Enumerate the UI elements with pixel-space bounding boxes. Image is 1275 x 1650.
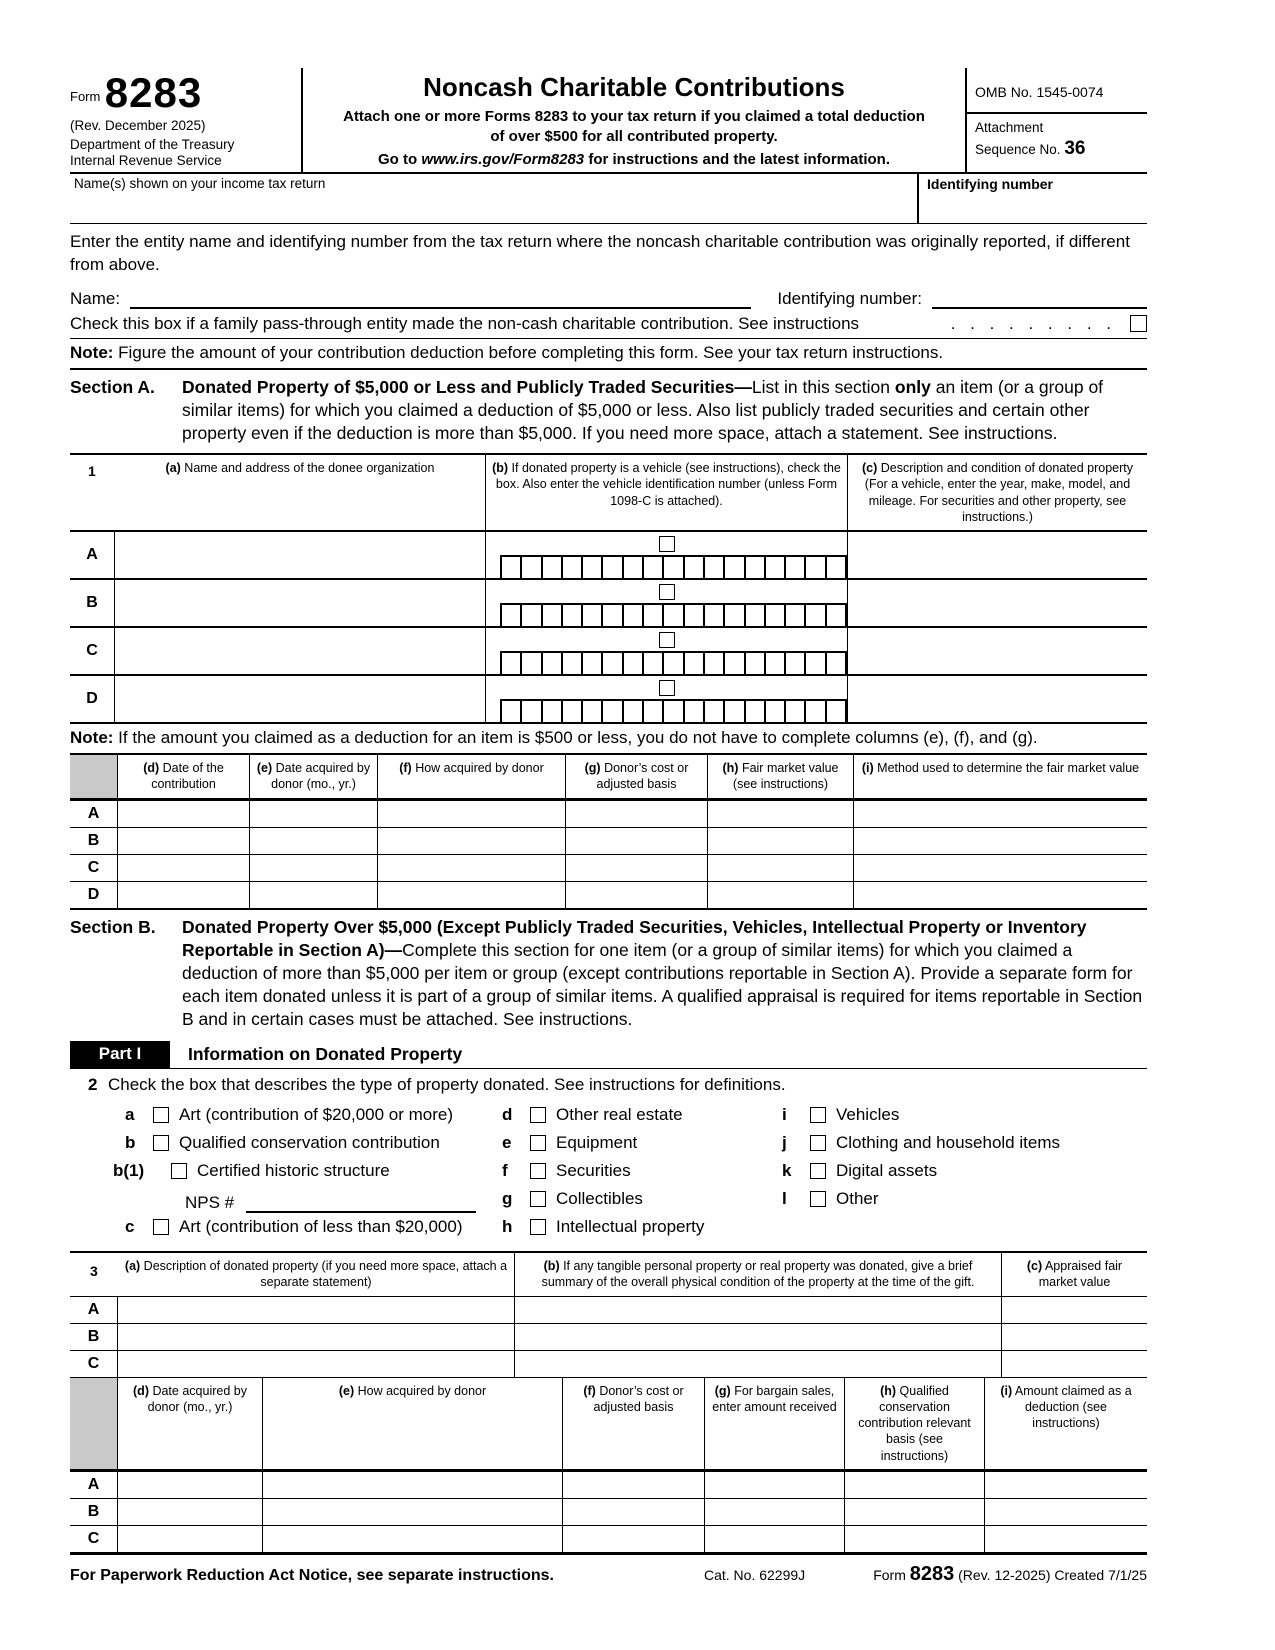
vin-char-box[interactable] <box>705 605 725 626</box>
description-condition-cell[interactable] <box>848 628 1147 674</box>
table-row <box>70 1351 1147 1378</box>
vin-strip <box>500 603 847 626</box>
vin-char-box[interactable] <box>806 557 826 578</box>
date-acquired-cell[interactable] <box>118 1472 263 1498</box>
date-of-contribution-cell[interactable] <box>118 882 250 908</box>
row-letter: C <box>70 855 118 881</box>
property-type-checkbox-d[interactable] <box>530 1107 546 1123</box>
vin-char-box[interactable] <box>583 653 603 674</box>
section-b-heading: Section B. Donated Property Over $5,000 (Except Publicly Traded Securities, Vehicles, Intellectual Property or Inventory Reportable in Section A)—Complete this section for one item (or a group of similar items) for which you claimed a deduction of more than $5,000 per item or group (except contributions reportable in Section A). Provide a separate form for each item donated unless it is part of a group of similar items. A qualified appraisal is required for items reportable in Section B and in certain cases must be attached. See instructions. <box>70 910 1147 1039</box>
col-f-header: (f) Donor’s cost or adjusted basis <box>563 1378 705 1469</box>
description-cell[interactable] <box>118 1324 515 1350</box>
vin-char-box[interactable] <box>583 701 603 722</box>
appraised-fmv-cell[interactable] <box>1002 1297 1147 1323</box>
vin-char-box[interactable] <box>603 653 623 674</box>
table-row <box>70 800 1147 827</box>
vin-char-box[interactable] <box>806 653 826 674</box>
vin-char-box[interactable] <box>827 605 845 626</box>
how-acquired-cell[interactable] <box>263 1472 563 1498</box>
vin-char-box[interactable] <box>563 653 583 674</box>
part-1-table-3 <box>70 1251 1147 1378</box>
property-type-checkbox-a[interactable] <box>153 1107 169 1123</box>
property-type-checkbox-h[interactable] <box>530 1219 546 1235</box>
appraised-fmv-cell[interactable] <box>1002 1351 1147 1377</box>
line-1-number: 1 <box>88 463 96 480</box>
vehicle-checkbox[interactable] <box>659 536 675 552</box>
property-type-checkbox-e[interactable] <box>530 1135 546 1151</box>
property-type-checkbox-b[interactable] <box>153 1135 169 1151</box>
family-passthrough-checkbox[interactable] <box>1130 315 1147 332</box>
property-type-checkbox-k[interactable] <box>810 1163 826 1179</box>
property-type-item-f: f Securities <box>502 1161 631 1181</box>
vin-char-box[interactable] <box>624 605 644 626</box>
vin-char-box[interactable] <box>502 557 522 578</box>
donor-cost-cell[interactable] <box>563 1526 705 1552</box>
vin-char-box[interactable] <box>543 557 563 578</box>
nps-number-input[interactable] <box>246 1193 476 1213</box>
vin-char-box[interactable] <box>705 701 725 722</box>
condition-summary-cell[interactable] <box>515 1297 1002 1323</box>
nps-number-line: NPS # <box>125 1185 502 1213</box>
table-row <box>70 1297 1147 1324</box>
table-row <box>70 1324 1147 1351</box>
identifying-number-field[interactable]: Identifying number <box>917 174 1147 223</box>
fmv-method-cell[interactable] <box>854 855 1147 881</box>
col-c-header: (c) Appraised fair market value <box>1026 1259 1123 1290</box>
vin-char-box[interactable] <box>603 701 623 722</box>
donor-cost-cell[interactable] <box>566 855 708 881</box>
vin-char-box[interactable] <box>786 701 806 722</box>
conservation-basis-cell[interactable] <box>845 1526 985 1552</box>
bargain-sale-amount-cell[interactable] <box>705 1499 845 1525</box>
columns-efg-note: Note: If the amount you claimed as a deduction for an item is $500 or less, you do not have to complete columns (e), (f), and (g). <box>70 722 1147 753</box>
property-type-col-2 <box>502 1101 782 1241</box>
vin-char-box[interactable] <box>603 557 623 578</box>
col-b-header: (b) If donated property is a vehicle (see instructions), check the box. Also enter the vehicle identification number (unless Form 1098-C is attached). <box>486 455 848 530</box>
property-type-item-k: k Digital assets <box>782 1161 938 1181</box>
section-a-label: Section A. <box>70 376 155 397</box>
part-1-title: Information on Donated Property <box>188 1044 463 1065</box>
property-type-item-c: c Art (contribution of less than $20,000) <box>125 1217 463 1237</box>
vin-strip <box>500 651 847 674</box>
vin-char-box[interactable] <box>502 653 522 674</box>
department-lines: Department of the Treasury Internal Revenue Service <box>70 137 235 168</box>
property-type-item-g: g Collectibles <box>502 1189 643 1209</box>
vin-char-box[interactable] <box>522 557 542 578</box>
vin-char-box[interactable] <box>827 557 845 578</box>
part-1-table-4 <box>70 1378 1147 1555</box>
vin-char-box[interactable] <box>522 653 542 674</box>
form-header-right <box>965 68 1147 172</box>
condition-summary-cell[interactable] <box>515 1351 1002 1377</box>
col-h-header: (h) Qualified conservation contribution relevant basis (see instructions) <box>845 1378 985 1469</box>
vin-char-box[interactable] <box>685 701 705 722</box>
entity-instruction: Enter the entity name and identifying number from the tax return where the noncash charitable contribution was originally reported, if different from above. <box>70 232 1130 274</box>
col-c-header: (c) Description and condition of donated property (For a vehicle, enter the year, make, model, and mileage. For securities and other property, see instructions.) <box>861 461 1133 524</box>
property-type-col-3 <box>782 1101 1147 1241</box>
vin-char-box[interactable] <box>685 605 705 626</box>
vin-char-box[interactable] <box>644 701 664 722</box>
vin-char-box[interactable] <box>705 557 725 578</box>
attachment-sequence: Attachment Sequence No. 36 <box>975 120 1086 159</box>
fmv-method-cell[interactable] <box>854 828 1147 854</box>
col-d-header: (d) Date of the contribution <box>118 755 250 798</box>
how-acquired-cell[interactable] <box>378 828 566 854</box>
vehicle-checkbox[interactable] <box>659 680 675 696</box>
vin-char-box[interactable] <box>766 557 786 578</box>
description-condition-cell[interactable] <box>848 676 1147 722</box>
letter-column-header <box>70 755 118 798</box>
table-row <box>70 827 1147 854</box>
catalog-number: Cat. No. 62299J <box>703 1566 806 1583</box>
table-row <box>70 578 1147 626</box>
row-letter: A <box>70 1297 118 1323</box>
date-acquired-cell[interactable] <box>250 882 378 908</box>
donee-name-address-cell[interactable] <box>115 628 486 674</box>
form-word: Form <box>70 89 101 104</box>
donor-cost-cell[interactable] <box>563 1499 705 1525</box>
vin-char-box[interactable] <box>746 557 766 578</box>
vin-char-box[interactable] <box>664 701 684 722</box>
donor-cost-cell[interactable] <box>566 801 708 827</box>
property-type-item-j: j Clothing and household items <box>782 1133 1060 1153</box>
vin-char-box[interactable] <box>624 701 644 722</box>
form-footer <box>70 1555 1147 1586</box>
table-row <box>70 530 1147 578</box>
date-acquired-cell[interactable] <box>250 855 378 881</box>
vin-char-box[interactable] <box>766 701 786 722</box>
property-type-grid <box>70 1099 1147 1247</box>
conservation-basis-cell[interactable] <box>845 1472 985 1498</box>
property-type-item-i: i Vehicles <box>782 1105 900 1125</box>
fair-market-value-cell[interactable] <box>708 828 854 854</box>
vin-char-box[interactable] <box>543 701 563 722</box>
section-a-heading: Section A. Donated Property of $5,000 or Less and Publicly Traded Securities—List in this section only an item (or a group of similar items) for which you claimed a deduction of $5,000 or less. Also list publicly traded securities and certain other property even if the deduction is more than $5,000. If you need more space, attach a statement. See instructions. <box>70 370 1147 453</box>
entity-name-line <box>70 287 1147 309</box>
vin-char-box[interactable] <box>766 653 786 674</box>
entity-name-label: Name: <box>70 288 121 308</box>
col-f-header: (f) How acquired by donor <box>378 755 566 798</box>
col-g-header: (g) Donor’s cost or adjusted basis <box>566 755 708 798</box>
entity-name-input[interactable] <box>130 287 751 309</box>
footer-form-number: 8283 <box>909 1562 955 1585</box>
part-1-bar <box>70 1041 1147 1069</box>
property-type-item-d: d Other real estate <box>502 1105 683 1125</box>
vin-char-box[interactable] <box>786 557 806 578</box>
paperwork-notice: For Paperwork Reduction Act Notice, see separate instructions. <box>70 1566 554 1584</box>
property-type-checkbox-j[interactable] <box>810 1135 826 1151</box>
section-a-table-1 <box>70 453 1147 722</box>
row-letter: C <box>70 1526 118 1552</box>
vin-char-box[interactable] <box>644 653 664 674</box>
fmv-method-cell[interactable] <box>854 801 1147 827</box>
description-condition-cell[interactable] <box>848 580 1147 626</box>
fair-market-value-cell[interactable] <box>708 801 854 827</box>
description-cell[interactable] <box>118 1297 515 1323</box>
how-acquired-cell[interactable] <box>263 1526 563 1552</box>
form-revision: (Rev. December 2025) <box>70 118 206 133</box>
col-h-header: (h) Fair market value (see instructions) <box>708 755 854 798</box>
vin-char-box[interactable] <box>725 557 745 578</box>
table-row <box>70 626 1147 674</box>
property-type-checkbox-g[interactable] <box>530 1191 546 1207</box>
vehicle-cell <box>486 628 848 674</box>
amount-claimed-cell[interactable] <box>985 1472 1147 1498</box>
date-of-contribution-cell[interactable] <box>118 801 250 827</box>
description-cell[interactable] <box>118 1351 515 1377</box>
description-condition-cell[interactable] <box>848 532 1147 578</box>
form-header <box>70 68 1147 174</box>
vin-char-box[interactable] <box>746 653 766 674</box>
amount-claimed-cell[interactable] <box>985 1526 1147 1552</box>
row-letter: D <box>70 882 118 908</box>
vin-char-box[interactable] <box>583 557 603 578</box>
fair-market-value-cell[interactable] <box>708 882 854 908</box>
condition-summary-cell[interactable] <box>515 1324 1002 1350</box>
vin-strip <box>500 699 847 722</box>
vin-char-box[interactable] <box>522 605 542 626</box>
property-type-item-e: e Equipment <box>502 1133 638 1153</box>
vin-char-box[interactable] <box>725 605 745 626</box>
vehicle-cell <box>486 676 848 722</box>
fair-market-value-cell[interactable] <box>708 855 854 881</box>
row-letter: B <box>70 828 118 854</box>
irs-url: www.irs.gov/Form8283 <box>421 151 585 168</box>
col-i-header: (i) Amount claimed as a deduction (see instructions) <box>1000 1383 1132 1431</box>
conservation-basis-cell[interactable] <box>845 1499 985 1525</box>
date-acquired-cell[interactable] <box>250 828 378 854</box>
vin-char-box[interactable] <box>624 653 644 674</box>
col-g-header: (g) For bargain sales, enter amount received <box>705 1378 845 1469</box>
footer-form-id: Form 8283 (Rev. 12-2025) Created 7/1/25 <box>873 1562 1147 1585</box>
row-letter: D <box>70 676 115 722</box>
vin-char-box[interactable] <box>705 653 725 674</box>
deduction-note: Note: Figure the amount of your contribution deduction before completing this form. See your tax return instructions. <box>70 339 1147 370</box>
omb-number: OMB No. 1545-0074 <box>967 68 1147 114</box>
form-title: Noncash Charitable Contributions <box>423 72 845 102</box>
amount-claimed-cell[interactable] <box>985 1499 1147 1525</box>
row-letter: B <box>70 1499 118 1525</box>
vin-char-box[interactable] <box>827 701 845 722</box>
entity-id-label: Identifying number: <box>777 288 922 308</box>
vin-char-box[interactable] <box>543 653 563 674</box>
property-type-checkbox-f[interactable] <box>530 1163 546 1179</box>
property-type-item-b1: b(1) Certified historic structure <box>113 1161 390 1181</box>
vin-char-box[interactable] <box>664 653 684 674</box>
vin-char-box[interactable] <box>685 557 705 578</box>
col-e-header: (e) How acquired by donor <box>263 1378 563 1469</box>
vin-char-box[interactable] <box>563 701 583 722</box>
form-header-left <box>70 68 303 172</box>
date-acquired-cell[interactable] <box>250 801 378 827</box>
vin-strip <box>500 555 847 578</box>
vin-char-box[interactable] <box>603 605 623 626</box>
row-letter: B <box>70 580 115 626</box>
vin-char-box[interactable] <box>725 653 745 674</box>
line-2: 2 Check the box that describes the type of property donated. See instructions for definitions. <box>70 1069 1147 1099</box>
section-b-label: Section B. <box>70 916 156 937</box>
letter-column-header <box>70 1378 118 1469</box>
date-acquired-cell[interactable] <box>118 1526 263 1552</box>
entity-id-input[interactable] <box>932 287 1147 309</box>
part-1-label: Part I <box>70 1041 170 1068</box>
line-2-number: 2 <box>88 1075 98 1095</box>
table-row <box>70 674 1147 722</box>
bargain-sale-amount-cell[interactable] <box>705 1526 845 1552</box>
vehicle-cell <box>486 532 848 578</box>
date-acquired-cell[interactable] <box>118 1499 263 1525</box>
fmv-method-cell[interactable] <box>854 882 1147 908</box>
form-number: 8283 <box>104 69 203 116</box>
vin-char-box[interactable] <box>543 605 563 626</box>
vehicle-checkbox[interactable] <box>659 584 675 600</box>
vin-char-box[interactable] <box>806 701 826 722</box>
how-acquired-cell[interactable] <box>378 882 566 908</box>
vin-char-box[interactable] <box>563 605 583 626</box>
row-letter: C <box>70 1351 118 1377</box>
section-a-table-2 <box>70 753 1147 910</box>
names-field[interactable]: Name(s) shown on your income tax return <box>74 176 326 192</box>
vin-char-box[interactable] <box>644 557 664 578</box>
vin-char-box[interactable] <box>685 653 705 674</box>
row-letter: A <box>70 1472 118 1498</box>
col-d-header: (d) Date acquired by donor (mo., yr.) <box>118 1378 263 1469</box>
date-of-contribution-cell[interactable] <box>118 855 250 881</box>
how-acquired-cell[interactable] <box>378 801 566 827</box>
bargain-sale-amount-cell[interactable] <box>705 1472 845 1498</box>
property-type-item-a: a Art (contribution of $20,000 or more) <box>125 1105 454 1125</box>
row-letter: C <box>70 628 115 674</box>
table-1-header <box>70 455 1147 530</box>
property-type-item-b: b Qualified conservation contribution <box>125 1133 440 1153</box>
table-2-header <box>70 755 1147 800</box>
property-type-checkbox-l[interactable] <box>810 1191 826 1207</box>
vin-char-box[interactable] <box>766 605 786 626</box>
property-type-checkbox-c[interactable] <box>153 1219 169 1235</box>
col-a-header: (a) Name and address of the donee organization <box>115 455 486 530</box>
row-letter: A <box>70 801 118 827</box>
vin-char-box[interactable] <box>522 701 542 722</box>
family-passthrough-line: Check this box if a family pass-through entity made the non-cash charitable contribution. See instructions . . . . . . . . . <box>70 309 1147 339</box>
vin-char-box[interactable] <box>563 557 583 578</box>
donee-name-address-cell[interactable] <box>115 676 486 722</box>
dot-leaders: . . . . . . . . . <box>950 313 1116 333</box>
table-3-header <box>70 1253 1147 1297</box>
donor-cost-cell[interactable] <box>563 1472 705 1498</box>
vin-char-box[interactable] <box>644 605 664 626</box>
vin-char-box[interactable] <box>786 605 806 626</box>
table-row <box>70 854 1147 881</box>
sequence-number: 36 <box>1064 137 1086 159</box>
property-type-checkbox-b1[interactable] <box>171 1163 187 1179</box>
identity-row <box>70 174 1147 224</box>
vin-char-box[interactable] <box>502 701 522 722</box>
vin-char-box[interactable] <box>806 605 826 626</box>
line-3-number: 3 <box>90 1263 98 1280</box>
property-type-item-h: h Intellectual property <box>502 1217 705 1237</box>
vin-char-box[interactable] <box>786 653 806 674</box>
vin-char-box[interactable] <box>583 605 603 626</box>
form-subtitle: Attach one or more Forms 8283 to your tax return if you claimed a total deduction of over $500 for all contributed property. <box>343 108 925 145</box>
col-e-header: (e) Date acquired by donor (mo., yr.) <box>250 755 378 798</box>
form-header-center <box>303 68 965 172</box>
vin-char-box[interactable] <box>624 557 644 578</box>
donor-cost-cell[interactable] <box>566 882 708 908</box>
how-acquired-cell[interactable] <box>378 855 566 881</box>
col-b-header: (b) If any tangible personal property or real property was donated, give a brief summary of the overall physical condition of the property at the time of the gift. <box>515 1253 1002 1296</box>
appraised-fmv-cell[interactable] <box>1002 1324 1147 1350</box>
property-type-item-l: l Other <box>782 1189 879 1209</box>
vin-char-box[interactable] <box>725 701 745 722</box>
vin-char-box[interactable] <box>827 653 845 674</box>
col-i-header: (i) Method used to determine the fair market value <box>861 761 1140 776</box>
date-of-contribution-cell[interactable] <box>118 828 250 854</box>
row-letter: A <box>70 532 115 578</box>
how-acquired-cell[interactable] <box>263 1499 563 1525</box>
donee-name-address-cell[interactable] <box>115 532 486 578</box>
col-a-header: (a) Description of donated property (if you need more space, attach a separate statement) <box>118 1253 515 1296</box>
table-row <box>70 1498 1147 1525</box>
vehicle-checkbox[interactable] <box>659 632 675 648</box>
goto-instructions: Go to www.irs.gov/Form8283 for instructions and the latest information. <box>377 151 891 168</box>
vin-char-box[interactable] <box>746 605 766 626</box>
vin-char-box[interactable] <box>502 605 522 626</box>
row-letter: B <box>70 1324 118 1350</box>
table-row <box>70 1525 1147 1552</box>
donor-cost-cell[interactable] <box>566 828 708 854</box>
property-type-col-1 <box>70 1101 502 1241</box>
vin-char-box[interactable] <box>746 701 766 722</box>
vin-char-box[interactable] <box>664 605 684 626</box>
table-row <box>70 881 1147 908</box>
table-4-header <box>70 1378 1147 1471</box>
vehicle-cell <box>486 580 848 626</box>
donee-name-address-cell[interactable] <box>115 580 486 626</box>
property-type-checkbox-i[interactable] <box>810 1107 826 1123</box>
table-row <box>70 1471 1147 1498</box>
vin-char-box[interactable] <box>664 557 684 578</box>
